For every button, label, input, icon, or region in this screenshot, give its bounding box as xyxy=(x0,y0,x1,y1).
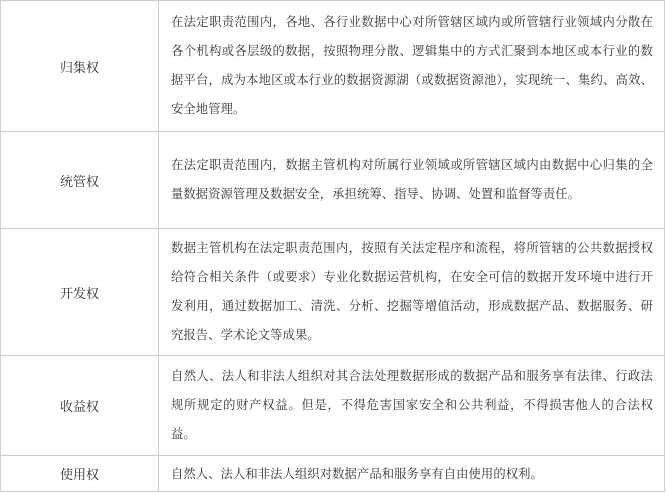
table-row xyxy=(1,456,665,492)
right-term: 开发权 xyxy=(1,229,159,356)
right-description: 自然人、法人和非法人组织对其合法处理数据形成的数据产品和服务享有法律、行政法规所规定的财产权益。但是，不得危害国家安全和公共利益，不得损害他人的合法权益。 xyxy=(159,356,665,456)
right-description: 数据主管机构在法定职责范围内，按照有关法定程序和流程，将所管辖的公共数据授权给符合相关条件（或要求）专业化数据运营机构，在安全可信的数据开发环境中进行开发利用，通过数据加工、清洗、分析、挖掘等增值活动，形成数据产品、数据服务、研究报告、学术论文等成果。 xyxy=(159,229,665,356)
right-term: 使用权 xyxy=(1,456,159,492)
table-row xyxy=(1,132,665,229)
right-term: 收益权 xyxy=(1,356,159,456)
right-term: 统管权 xyxy=(1,132,159,229)
right-description: 在法定职责范围内，数据主管机构对所属行业领域或所管辖区域内由数据中心归集的全量数据资源管理及数据安全，承担统筹、指导、协调、处置和监督等责任。 xyxy=(159,132,665,229)
right-description: 自然人、法人和非法人组织对数据产品和服务享有自由使用的权利。 xyxy=(159,456,665,492)
table-row xyxy=(1,356,665,456)
right-term: 归集权 xyxy=(1,1,159,132)
right-description: 在法定职责范围内，各地、各行业数据中心对所管辖区域内或所管辖行业领域内分散在各个机构或各层级的数据，按照物理分散、逻辑集中的方式汇聚到本地区或本行业的数据平台，成为本地区或本行业的数据资源湖（或数据资源池），实现统一、集约、高效、安全地管理。 xyxy=(159,1,665,132)
table-row xyxy=(1,229,665,356)
table-row xyxy=(1,1,665,132)
